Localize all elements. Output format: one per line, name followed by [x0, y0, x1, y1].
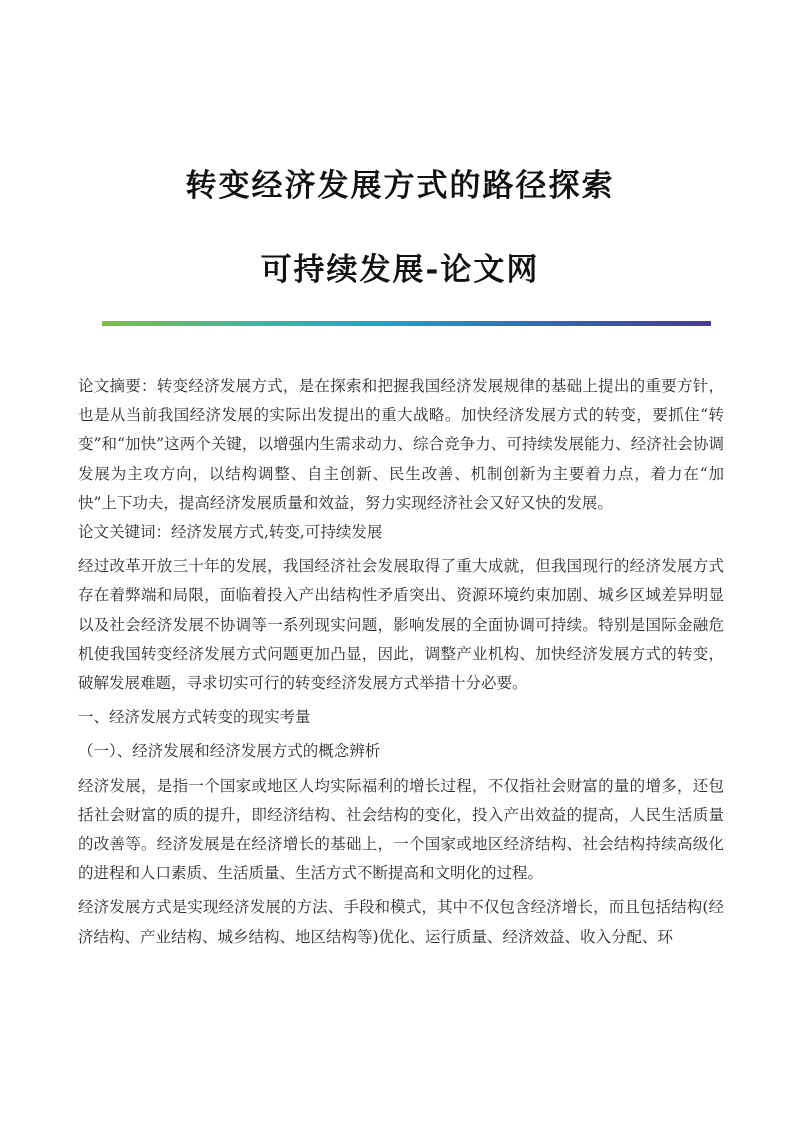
section-heading: 一、经济发展方式转变的现实考量	[78, 708, 311, 727]
keywords-paragraph: 论文关键词：经济发展方式,转变,可持续发展	[78, 523, 383, 542]
document-title: 转变经济发展方式的路径探索	[185, 168, 615, 204]
abstract-paragraph: 论文摘要：转变经济发展方式，是在探索和把握我国经济发展规律的基础上提出的重要方针，也是从当前我国经济发展的实际出发提出的重大战略。加快经济发展方式的转变，要抓住“转变”和“加快”这两个关键，以增强内生需求动力、综合竞争力、可持续发展能力、经济社会协调发展为主攻方向，以结构调整、自主创新、民生改善、机制创新为主要着力点，着力在“加快”上下功夫，提高经济发展质量和效益，努力实现经济社会又好又快的发展。	[78, 377, 724, 512]
body-paragraph: 经过改革开放三十年的发展，我国经济社会发展取得了重大成就，但我国现行的经济发展方式存在着弊端和局限，面临着投入产出结构性矛盾突出、资源环境约束加剧、城乡区域差异明显以及社会经济发展不协调等一系列现实问题，影响发展的全面协调可持续。特别是国际金融危机使我国转变经济发展方式问题更加凸显，因此，调整产业机构、加快经济发展方式的转变，破解发展难题，寻求切实可行的转变经济发展方式举措十分必要。	[78, 557, 724, 693]
body-paragraph: 经济发展，是指一个国家或地区人均实际福利的增长过程，不仅指社会财富的量的增多，还包括社会财富的质的提升，即经济结构、社会结构的变化，投入产出效益的提高，人民生活质量的改善等。经济发展是在经济增长的基础上，一个国家或地区经济结构、社会结构持续高级化的进程和人口素质、生活质量、生活方式不断提高和文明化的过程。	[78, 776, 724, 883]
document-subtitle: 可持续发展-论文网	[260, 252, 540, 288]
gradient-divider	[102, 321, 711, 326]
body-paragraph: 经济发展方式是实现经济发展的方法、手段和模式，其中不仅包含经济增长，而且包括结构(经济结构、产业结构、城乡结构、地区结构等)优化、运行质量、经济效益、收入分配、环	[78, 898, 724, 946]
subsection-heading: （一）、经济发展和经济发展方式的概念辨析	[78, 742, 381, 761]
document-body	[78, 372, 724, 952]
